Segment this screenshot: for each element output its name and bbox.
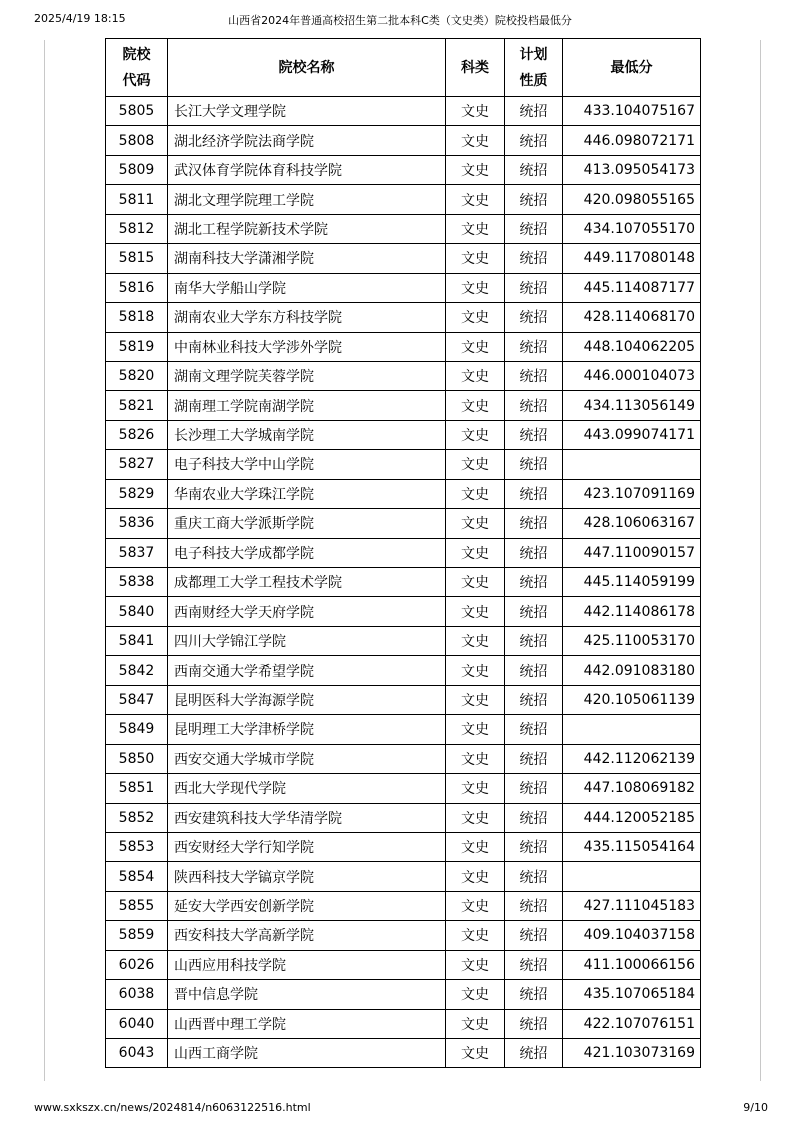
header-school-code-line2: 代码 bbox=[122, 72, 151, 89]
plan-type-cell: 统招 bbox=[505, 126, 563, 155]
table-row bbox=[106, 950, 701, 979]
table-row bbox=[106, 361, 701, 390]
min-score-cell: 421.103073169 bbox=[563, 1039, 701, 1068]
plan-type-cell: 统招 bbox=[505, 391, 563, 420]
subject-cell: 文史 bbox=[446, 685, 505, 714]
school-name-cell: 电子科技大学成都学院 bbox=[168, 538, 446, 567]
plan-type-cell: 统招 bbox=[505, 420, 563, 449]
table-row bbox=[106, 1039, 701, 1068]
school-code-cell: 5853 bbox=[106, 832, 168, 861]
school-name-cell: 西北大学现代学院 bbox=[168, 774, 446, 803]
min-score-cell: 446.000104073 bbox=[563, 361, 701, 390]
school-code-cell: 5808 bbox=[106, 126, 168, 155]
school-code-cell: 5819 bbox=[106, 332, 168, 361]
subject-cell: 文史 bbox=[446, 832, 505, 861]
subject-cell: 文史 bbox=[446, 568, 505, 597]
school-code-cell: 5850 bbox=[106, 744, 168, 773]
subject-cell: 文史 bbox=[446, 950, 505, 979]
header-school-code-line1: 院校 bbox=[122, 46, 151, 63]
school-name-cell: 重庆工商大学派斯学院 bbox=[168, 509, 446, 538]
school-name-cell: 长沙理工大学城南学院 bbox=[168, 420, 446, 449]
table-row bbox=[106, 332, 701, 361]
min-score-cell: 423.107091169 bbox=[563, 479, 701, 508]
school-code-cell: 5820 bbox=[106, 361, 168, 390]
min-score-cell: 435.107065184 bbox=[563, 980, 701, 1009]
school-code-cell: 5854 bbox=[106, 862, 168, 891]
plan-type-cell: 统招 bbox=[505, 568, 563, 597]
table-row bbox=[106, 744, 701, 773]
min-score-cell: 442.091083180 bbox=[563, 656, 701, 685]
page-number: 9/10 bbox=[743, 1101, 768, 1114]
school-name-cell: 山西晋中理工学院 bbox=[168, 1009, 446, 1038]
table-row bbox=[106, 303, 701, 332]
subject-cell: 文史 bbox=[446, 155, 505, 184]
source-url: www.sxkszx.cn/news/2024814/n6063122516.html bbox=[34, 1101, 311, 1114]
school-name-cell: 中南林业科技大学涉外学院 bbox=[168, 332, 446, 361]
plan-type-cell: 统招 bbox=[505, 891, 563, 920]
plan-type-cell: 统招 bbox=[505, 361, 563, 390]
header-subject: 科类 bbox=[446, 39, 505, 97]
subject-cell: 文史 bbox=[446, 391, 505, 420]
subject-cell: 文史 bbox=[446, 361, 505, 390]
table-row bbox=[106, 185, 701, 214]
table-row bbox=[106, 568, 701, 597]
score-table bbox=[105, 38, 701, 1068]
min-score-cell: 445.114059199 bbox=[563, 568, 701, 597]
plan-type-cell: 统招 bbox=[505, 744, 563, 773]
subject-cell: 文史 bbox=[446, 862, 505, 891]
school-code-cell: 5826 bbox=[106, 420, 168, 449]
plan-type-cell: 统招 bbox=[505, 538, 563, 567]
min-score-cell: 427.111045183 bbox=[563, 891, 701, 920]
table-row bbox=[106, 450, 701, 479]
subject-cell: 文史 bbox=[446, 744, 505, 773]
school-name-cell: 西安建筑科技大学华清学院 bbox=[168, 803, 446, 832]
plan-type-cell: 统招 bbox=[505, 921, 563, 950]
min-score-cell: 434.113056149 bbox=[563, 391, 701, 420]
subject-cell: 文史 bbox=[446, 921, 505, 950]
page-margin-line-left bbox=[44, 40, 45, 1081]
min-score-cell: 443.099074171 bbox=[563, 420, 701, 449]
plan-type-cell: 统招 bbox=[505, 626, 563, 655]
page-margin-line-right bbox=[760, 40, 761, 1081]
school-name-cell: 陕西科技大学镐京学院 bbox=[168, 862, 446, 891]
plan-type-cell: 统招 bbox=[505, 862, 563, 891]
school-name-cell: 湖南理工学院南湖学院 bbox=[168, 391, 446, 420]
plan-type-cell: 统招 bbox=[505, 685, 563, 714]
header-plan-type bbox=[505, 39, 563, 97]
school-name-cell: 湖北文理学院理工学院 bbox=[168, 185, 446, 214]
table-row bbox=[106, 155, 701, 184]
school-code-cell: 5812 bbox=[106, 214, 168, 243]
header-plan-type-line1: 计划 bbox=[519, 46, 548, 63]
school-code-cell: 5815 bbox=[106, 244, 168, 273]
school-code-cell: 5847 bbox=[106, 685, 168, 714]
subject-cell: 文史 bbox=[446, 450, 505, 479]
min-score-cell: 445.114087177 bbox=[563, 273, 701, 302]
school-name-cell: 成都理工大学工程技术学院 bbox=[168, 568, 446, 597]
school-name-cell: 山西应用科技学院 bbox=[168, 950, 446, 979]
plan-type-cell: 统招 bbox=[505, 832, 563, 861]
min-score-cell: 435.115054164 bbox=[563, 832, 701, 861]
min-score-cell: 444.120052185 bbox=[563, 803, 701, 832]
table-row bbox=[106, 1009, 701, 1038]
table-row bbox=[106, 921, 701, 950]
school-code-cell: 5855 bbox=[106, 891, 168, 920]
school-name-cell: 西安财经大学行知学院 bbox=[168, 832, 446, 861]
subject-cell: 文史 bbox=[446, 244, 505, 273]
subject-cell: 文史 bbox=[446, 420, 505, 449]
school-name-cell: 湖北工程学院新技术学院 bbox=[168, 214, 446, 243]
plan-type-cell: 统招 bbox=[505, 774, 563, 803]
school-code-cell: 5809 bbox=[106, 155, 168, 184]
min-score-cell: 448.104062205 bbox=[563, 332, 701, 361]
school-name-cell: 湖南科技大学潇湘学院 bbox=[168, 244, 446, 273]
school-code-cell: 5816 bbox=[106, 273, 168, 302]
school-code-cell: 5842 bbox=[106, 656, 168, 685]
table-row bbox=[106, 832, 701, 861]
school-name-cell: 湖南农业大学东方科技学院 bbox=[168, 303, 446, 332]
plan-type-cell: 统招 bbox=[505, 303, 563, 332]
table-row bbox=[106, 479, 701, 508]
plan-type-cell: 统招 bbox=[505, 244, 563, 273]
min-score-cell: 442.112062139 bbox=[563, 744, 701, 773]
table-row bbox=[106, 273, 701, 302]
school-code-cell: 5829 bbox=[106, 479, 168, 508]
school-code-cell: 6026 bbox=[106, 950, 168, 979]
school-code-cell: 6038 bbox=[106, 980, 168, 1009]
table-row bbox=[106, 656, 701, 685]
school-code-cell: 6043 bbox=[106, 1039, 168, 1068]
subject-cell: 文史 bbox=[446, 980, 505, 1009]
table-header-row bbox=[106, 39, 701, 97]
school-code-cell: 5859 bbox=[106, 921, 168, 950]
school-name-cell: 西南交通大学希望学院 bbox=[168, 656, 446, 685]
min-score-cell: 422.107076151 bbox=[563, 1009, 701, 1038]
plan-type-cell: 统招 bbox=[505, 980, 563, 1009]
subject-cell: 文史 bbox=[446, 656, 505, 685]
min-score-cell: 434.107055170 bbox=[563, 214, 701, 243]
subject-cell: 文史 bbox=[446, 1009, 505, 1038]
min-score-cell: 420.098055165 bbox=[563, 185, 701, 214]
min-score-cell bbox=[563, 450, 701, 479]
table-row bbox=[106, 862, 701, 891]
table-row bbox=[106, 244, 701, 273]
header-plan-type-line2: 性质 bbox=[519, 72, 548, 89]
print-datetime: 2025/4/19 18:15 bbox=[34, 12, 126, 25]
school-code-cell: 5811 bbox=[106, 185, 168, 214]
min-score-cell: 433.104075167 bbox=[563, 97, 701, 126]
school-name-cell: 西南财经大学天府学院 bbox=[168, 597, 446, 626]
table-row bbox=[106, 685, 701, 714]
table-row bbox=[106, 803, 701, 832]
school-code-cell: 5818 bbox=[106, 303, 168, 332]
plan-type-cell: 统招 bbox=[505, 273, 563, 302]
header-school-name: 院校名称 bbox=[168, 39, 446, 97]
subject-cell: 文史 bbox=[446, 803, 505, 832]
school-code-cell: 5838 bbox=[106, 568, 168, 597]
school-name-cell: 西安科技大学高新学院 bbox=[168, 921, 446, 950]
min-score-cell: 425.110053170 bbox=[563, 626, 701, 655]
school-name-cell: 湖北经济学院法商学院 bbox=[168, 126, 446, 155]
school-name-cell: 长江大学文理学院 bbox=[168, 97, 446, 126]
school-code-cell: 5827 bbox=[106, 450, 168, 479]
header-min-score: 最低分 bbox=[563, 39, 701, 97]
plan-type-cell: 统招 bbox=[505, 185, 563, 214]
subject-cell: 文史 bbox=[446, 597, 505, 626]
subject-cell: 文史 bbox=[446, 509, 505, 538]
table-row bbox=[106, 214, 701, 243]
subject-cell: 文史 bbox=[446, 1039, 505, 1068]
plan-type-cell: 统招 bbox=[505, 950, 563, 979]
min-score-cell: 449.117080148 bbox=[563, 244, 701, 273]
school-name-cell: 西安交通大学城市学院 bbox=[168, 744, 446, 773]
min-score-cell: 447.108069182 bbox=[563, 774, 701, 803]
subject-cell: 文史 bbox=[446, 715, 505, 744]
school-code-cell: 6040 bbox=[106, 1009, 168, 1038]
school-name-cell: 四川大学锦江学院 bbox=[168, 626, 446, 655]
table-row bbox=[106, 597, 701, 626]
plan-type-cell: 统招 bbox=[505, 715, 563, 744]
subject-cell: 文史 bbox=[446, 332, 505, 361]
subject-cell: 文史 bbox=[446, 303, 505, 332]
plan-type-cell: 统招 bbox=[505, 214, 563, 243]
min-score-cell bbox=[563, 862, 701, 891]
plan-type-cell: 统招 bbox=[505, 479, 563, 508]
school-code-cell: 5821 bbox=[106, 391, 168, 420]
school-name-cell: 昆明医科大学海源学院 bbox=[168, 685, 446, 714]
table-row bbox=[106, 774, 701, 803]
plan-type-cell: 统招 bbox=[505, 656, 563, 685]
table-row bbox=[106, 980, 701, 1009]
plan-type-cell: 统招 bbox=[505, 1009, 563, 1038]
subject-cell: 文史 bbox=[446, 273, 505, 302]
table-body bbox=[106, 97, 701, 1068]
school-name-cell: 武汉体育学院体育科技学院 bbox=[168, 155, 446, 184]
plan-type-cell: 统招 bbox=[505, 1039, 563, 1068]
subject-cell: 文史 bbox=[446, 185, 505, 214]
table-row bbox=[106, 538, 701, 567]
subject-cell: 文史 bbox=[446, 479, 505, 508]
subject-cell: 文史 bbox=[446, 538, 505, 567]
school-code-cell: 5805 bbox=[106, 97, 168, 126]
school-code-cell: 5840 bbox=[106, 597, 168, 626]
school-name-cell: 南华大学船山学院 bbox=[168, 273, 446, 302]
min-score-cell: 428.114068170 bbox=[563, 303, 701, 332]
school-name-cell: 华南农业大学珠江学院 bbox=[168, 479, 446, 508]
table-row bbox=[106, 97, 701, 126]
table-row bbox=[106, 126, 701, 155]
school-code-cell: 5852 bbox=[106, 803, 168, 832]
table-row bbox=[106, 891, 701, 920]
min-score-cell: 409.104037158 bbox=[563, 921, 701, 950]
table-row bbox=[106, 626, 701, 655]
min-score-cell: 442.114086178 bbox=[563, 597, 701, 626]
table-row bbox=[106, 420, 701, 449]
table-row bbox=[106, 715, 701, 744]
school-code-cell: 5849 bbox=[106, 715, 168, 744]
table-row bbox=[106, 391, 701, 420]
school-name-cell: 湖南文理学院芙蓉学院 bbox=[168, 361, 446, 390]
school-code-cell: 5837 bbox=[106, 538, 168, 567]
subject-cell: 文史 bbox=[446, 774, 505, 803]
school-name-cell: 延安大学西安创新学院 bbox=[168, 891, 446, 920]
plan-type-cell: 统招 bbox=[505, 509, 563, 538]
plan-type-cell: 统招 bbox=[505, 332, 563, 361]
table-row bbox=[106, 509, 701, 538]
plan-type-cell: 统招 bbox=[505, 803, 563, 832]
subject-cell: 文史 bbox=[446, 214, 505, 243]
min-score-cell: 411.100066156 bbox=[563, 950, 701, 979]
subject-cell: 文史 bbox=[446, 626, 505, 655]
school-code-cell: 5841 bbox=[106, 626, 168, 655]
plan-type-cell: 统招 bbox=[505, 155, 563, 184]
school-code-cell: 5836 bbox=[106, 509, 168, 538]
plan-type-cell: 统招 bbox=[505, 450, 563, 479]
subject-cell: 文史 bbox=[446, 97, 505, 126]
min-score-cell: 428.106063167 bbox=[563, 509, 701, 538]
school-name-cell: 电子科技大学中山学院 bbox=[168, 450, 446, 479]
min-score-cell: 446.098072171 bbox=[563, 126, 701, 155]
min-score-cell bbox=[563, 715, 701, 744]
school-name-cell: 山西工商学院 bbox=[168, 1039, 446, 1068]
page-title: 山西省2024年普通高校招生第二批本科C类（文史类）院校投档最低分 bbox=[228, 14, 572, 27]
school-name-cell: 昆明理工大学津桥学院 bbox=[168, 715, 446, 744]
min-score-cell: 420.105061139 bbox=[563, 685, 701, 714]
plan-type-cell: 统招 bbox=[505, 597, 563, 626]
subject-cell: 文史 bbox=[446, 891, 505, 920]
school-code-cell: 5851 bbox=[106, 774, 168, 803]
header-school-code bbox=[106, 39, 168, 97]
school-name-cell: 晋中信息学院 bbox=[168, 980, 446, 1009]
plan-type-cell: 统招 bbox=[505, 97, 563, 126]
subject-cell: 文史 bbox=[446, 126, 505, 155]
min-score-cell: 413.095054173 bbox=[563, 155, 701, 184]
min-score-cell: 447.110090157 bbox=[563, 538, 701, 567]
